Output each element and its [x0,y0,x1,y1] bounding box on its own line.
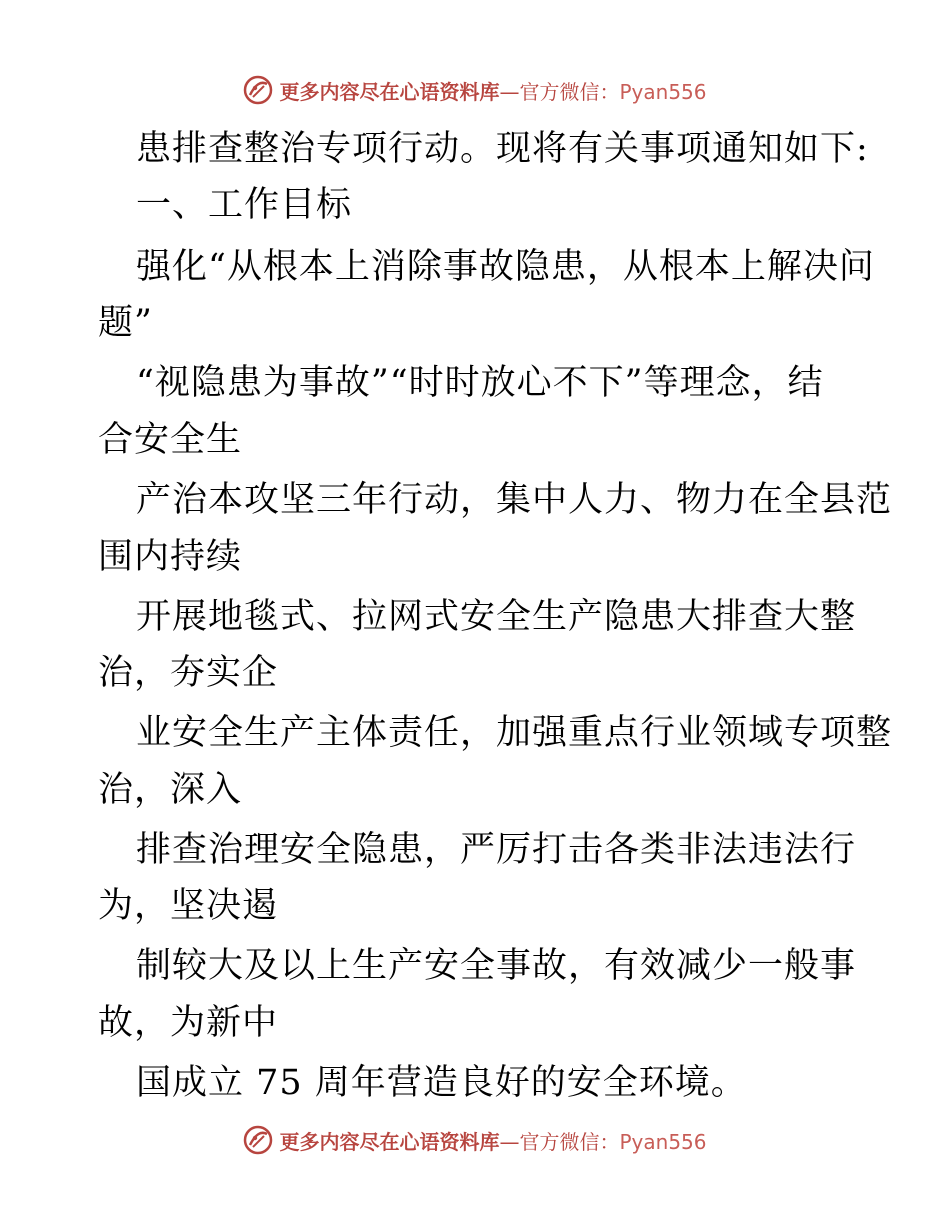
text-line: 制较大及以上生产安全事故，有效减少一般事 [136,946,857,986]
text-line: 排查治理安全隐患，严厉打击各类非法违法行 [136,830,857,870]
text-line: 业安全生产主体责任，加强重点行业领域专项整 [136,713,893,753]
banner-text [279,76,706,105]
text-line: 开展地毯式、拉网式安全生产隐患大排查大整 [136,597,857,637]
text-line: 题” [98,303,153,343]
banner-text [279,1126,706,1155]
text-line: 合安全生 [98,420,243,460]
banner-brand: 更多内容尽在心语资料库 [279,1129,500,1154]
banner-wechat-id: Pyan556 [619,79,707,104]
text-line: 患排查整治专项行动。现将有关事项通知如下: [136,129,869,169]
footer-banner [0,1120,950,1160]
text-line: 故，为新中 [98,1003,279,1043]
header-banner [0,70,950,110]
banner-dash: — [499,79,520,104]
banner-brand: 更多内容尽在心语资料库 [279,79,500,104]
banner-dash: — [499,1129,520,1154]
logo-icon [243,1125,273,1155]
text-line: 产治本攻坚三年行动，集中人力、物力在全县范 [136,480,893,520]
logo-icon [243,75,273,105]
banner-wechat-id: Pyan556 [619,1129,707,1154]
text-line: 强化“从根本上消除事故隐患，从根本上解决问 [136,247,875,287]
text-line: 围内持续 [98,537,243,577]
banner-wechat-label: 官方微信： [519,1129,620,1154]
text-line: “视隐患为事故”“时时放心不下”等理念，结 [136,363,824,403]
text-line: 治，深入 [98,770,243,810]
text-line: 国成立 75 周年营造良好的安全环境。 [136,1063,747,1103]
banner-wechat-label: 官方微信： [519,79,620,104]
text-line: 为，坚决遏 [98,886,279,926]
text-line: 治，夯实企 [98,653,279,693]
section-heading: 一、工作目标 [136,185,353,225]
